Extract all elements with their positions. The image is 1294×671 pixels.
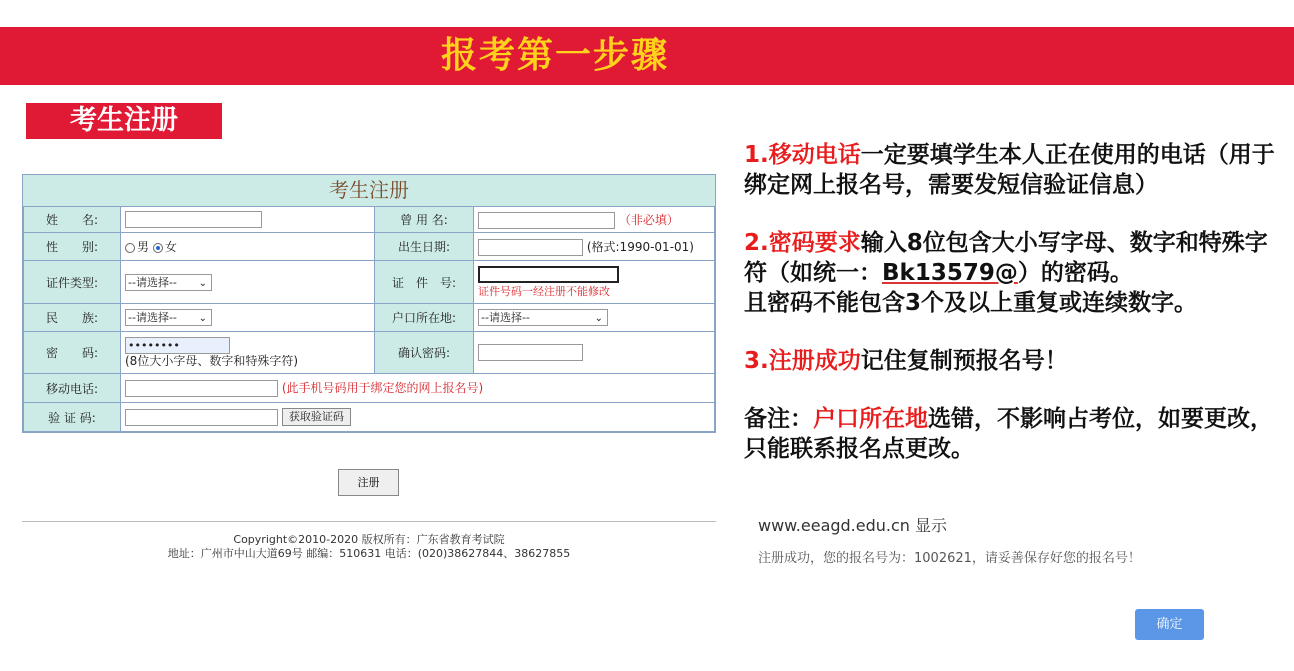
- hukou-select[interactable]: --请选择-- ⌄: [478, 309, 608, 326]
- former-name-input[interactable]: [478, 212, 615, 229]
- note-2: 2.密码要求输入8位包含大小写字母、数字和特殊字符（如统一：Bk13579@）的密码。 且密码不能包含3个及以上重复或连续数字。: [744, 230, 1268, 316]
- dialog-message: 注册成功，您的报名号为：1002621，请妥善保存好您的报名号！: [758, 551, 1141, 566]
- form-row-password: [24, 332, 715, 374]
- captcha-input[interactable]: [125, 409, 278, 426]
- register-button[interactable]: 注册: [338, 469, 399, 496]
- instruction-notes: [744, 140, 1289, 492]
- gender-female-label: 女: [164, 240, 177, 254]
- captcha-label: 验 证 码:: [24, 403, 121, 432]
- get-captcha-button[interactable]: 获取验证码: [282, 408, 351, 426]
- form-row-gender: [24, 233, 715, 261]
- hukou-label: 户口所在地:: [375, 304, 474, 332]
- form-row-id: [24, 261, 715, 304]
- section-tag: 考生注册: [26, 103, 222, 139]
- form-row-captcha: [24, 403, 715, 432]
- form-row-ethnicity: [24, 304, 715, 332]
- mobile-label: 移动电话:: [24, 374, 121, 403]
- footer-address: 地址：广州市中山大道69号 邮编：510631 电话：(020)38627844、38627855: [167, 547, 571, 560]
- top-banner: [0, 27, 1294, 85]
- id-no-label: 证 件 号:: [375, 261, 474, 304]
- id-type-label: 证件类型:: [24, 261, 121, 304]
- chevron-down-icon: ⌄: [594, 313, 603, 324]
- gender-male-label: 男: [137, 240, 150, 254]
- gender-male-radio[interactable]: [125, 243, 135, 253]
- id-no-input[interactable]: [478, 266, 619, 283]
- form-title: 考生注册: [329, 178, 409, 202]
- registration-form: [22, 174, 716, 433]
- gender-female-radio[interactable]: [153, 243, 163, 253]
- note-1: 1.移动电话一定要填学生本人正在使用的电话（用于绑定网上报名号，需要发短信验证信息）: [744, 142, 1275, 198]
- id-no-note: 证件号码一经注册不能修改: [478, 284, 610, 298]
- mobile-note: (此手机号码用于绑定您的网上报名号): [281, 381, 484, 395]
- dialog-host: www.eeagd.edu.cn 显示: [758, 516, 948, 535]
- note-4: 备注：户口所在地选错，不影响占考位，如要更改，只能联系报名点更改。: [744, 406, 1273, 462]
- former-name-label: 曾 用 名:: [375, 207, 474, 233]
- password-label: 密 码:: [24, 332, 121, 374]
- footer-copyright: Copyright©2010-2020 版权所有：广东省教育考试院: [233, 533, 505, 546]
- name-input[interactable]: [125, 211, 262, 228]
- password-input[interactable]: ••••••••: [125, 337, 230, 354]
- birth-label: 出生日期:: [375, 233, 474, 261]
- form-row-name: [24, 207, 715, 233]
- name-label: 姓 名:: [24, 207, 121, 233]
- footer-divider: [22, 521, 716, 522]
- mobile-input[interactable]: [125, 380, 278, 397]
- banner-title: 报考第一步骤: [440, 35, 669, 76]
- confirm-password-input[interactable]: [478, 344, 583, 361]
- birth-hint: (格式:1990-01-01): [586, 239, 694, 254]
- form-row-mobile: [24, 374, 715, 403]
- dialog-ok-button[interactable]: 确定: [1135, 609, 1204, 640]
- form-table: [23, 206, 715, 432]
- birth-input[interactable]: [478, 239, 583, 256]
- id-type-select[interactable]: --请选择-- ⌄: [125, 274, 212, 291]
- password-hint: (8位大小字母、数字和特殊字符): [125, 354, 298, 368]
- chevron-down-icon: ⌄: [198, 277, 207, 289]
- chevron-down-icon: ⌄: [198, 313, 207, 324]
- former-name-note: （非必填）: [618, 212, 679, 227]
- gender-label: 性 别:: [24, 233, 121, 261]
- ethnicity-label: 民 族:: [24, 304, 121, 332]
- ethnicity-select[interactable]: --请选择-- ⌄: [125, 309, 212, 326]
- note-3: 3.注册成功记住复制预报名号！: [744, 348, 1068, 374]
- confirm-password-label: 确认密码:: [375, 332, 474, 374]
